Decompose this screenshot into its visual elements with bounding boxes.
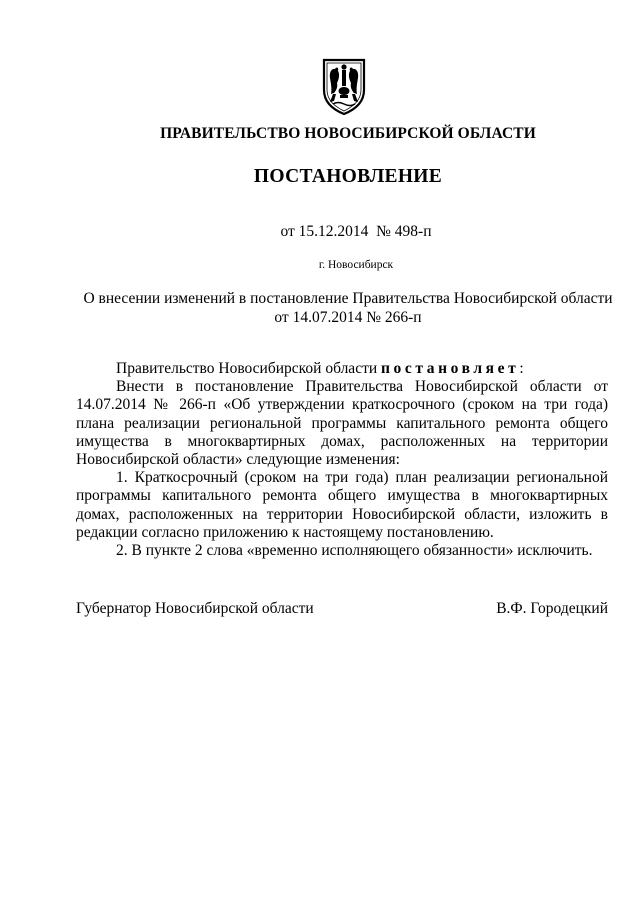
preamble-paragraph [76,360,608,378]
subject-line-2: от 14.07.2014 № 266-п [274,309,422,326]
item-2-paragraph: 2. В пункте 2 слова «временно исполняющего обязанности» исключить. [116,542,593,560]
document-subject [28,289,640,327]
subject-line-1: О внесении изменений в постановление Правительства Новосибирской области [83,290,613,307]
intro-paragraph: Внести в постановление Правительства Новосибирской области от 14.07.2014 № 266-п «Об утверждении краткосрочного (сроком на три года) плана реализации региональной программы капитального ремонта общего имущества в многоквартирных домах, расположенных на территории Новосибирской области» следующие изменения: [76,378,608,469]
signatory-position: Губернатор Новосибирской области [76,600,314,617]
document-type-title: ПОСТАНОВЛЕНИЕ [253,166,443,187]
organization-title: ПРАВИТЕЛЬСТВО НОВОСИБИРСКОЙ ОБЛАСТИ [160,125,536,142]
preamble-verb: постановляет [381,360,520,377]
preamble-colon: : [519,360,524,377]
item-1-paragraph: 1. Краткосрочный (сроком на три года) план реализации региональной программы капитального ремонта общего имущества в многоквартирных домах, расположенных на территории Новосибирской области, изложить в редакции согласно приложению к настоящему постановлению. [76,469,608,541]
city-name: г. Новосибирск [318,259,394,271]
document-date-number: от 15.12.2014 № 498-п [280,223,432,240]
preamble-text: Правительство Новосибирской области [116,360,382,377]
signatory-name: В.Ф. Городецкий [496,600,608,617]
novosibirsk-coat-of-arms-icon [319,56,369,116]
document-body [76,360,608,560]
